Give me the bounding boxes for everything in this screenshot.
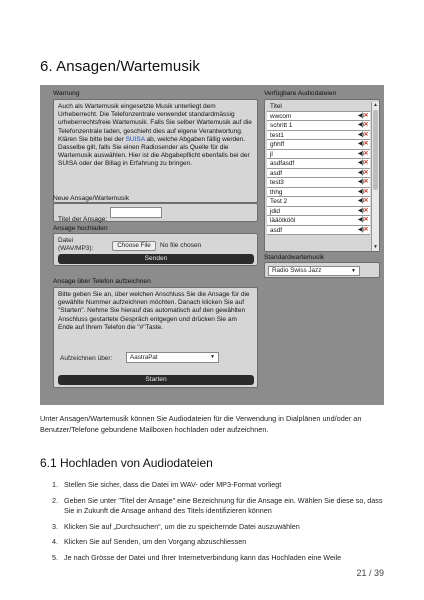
steps-list (40, 480, 384, 568)
file-actions (358, 150, 368, 159)
speaker-icon[interactable]: ◀) (357, 207, 364, 214)
file-name: schritt 1 (270, 122, 293, 129)
files-scrollbar[interactable] (371, 102, 379, 251)
new-announcement-title: Neue Ansage/Wartemusik (53, 195, 129, 202)
file-name: asdf (270, 169, 283, 177)
record-via-label: Aufzeichnen über: (60, 355, 113, 362)
speaker-icon[interactable]: ◀) (357, 198, 364, 204)
files-list (267, 102, 370, 235)
speaker-icon[interactable]: ◀) (357, 226, 364, 233)
default-music-value: Radio Swiss Jazz (272, 267, 322, 274)
file-name: jl (270, 150, 273, 158)
step-item (40, 537, 384, 548)
step-number: 5. (52, 552, 58, 562)
delete-x-icon[interactable]: ✕ (363, 198, 368, 204)
delete-x-icon[interactable]: ✕ (363, 226, 368, 233)
phone-record-box (53, 287, 258, 388)
warning-text-part: Auch als Wartemusik eingesetzte Musik unterliegt dem Urheberrecht. Die Telefonzentrale verwendet standardmässig urheberrechtsfreie Wartemusik. Falls Sie selber Wartemusik auf die Telefonzentrale laden, geschieht dies auf eigene Verantwortung. Klären Sie bitte bei der (58, 103, 252, 143)
file-row[interactable] (267, 131, 370, 141)
delete-x-icon[interactable]: ✕ (363, 112, 368, 119)
file-actions (358, 188, 368, 197)
file-actions (358, 112, 368, 121)
page-heading: 6. Ansagen/Wartemusik (40, 58, 200, 75)
file-row[interactable] (267, 207, 370, 217)
file-row[interactable] (267, 169, 370, 179)
file-actions (358, 207, 368, 216)
chevron-down-icon: ▼ (351, 268, 356, 274)
speaker-icon[interactable]: ◀) (357, 179, 364, 185)
delete-x-icon[interactable]: ✕ (363, 141, 368, 147)
send-button[interactable]: Senden (58, 254, 254, 264)
file-name: test1 (270, 131, 284, 139)
file-actions (358, 169, 368, 178)
speaker-icon[interactable]: ◀) (357, 141, 364, 147)
file-row[interactable] (267, 112, 370, 122)
speaker-icon[interactable]: ◀) (357, 131, 364, 138)
screenshot-panel (40, 85, 384, 405)
title-field-label: Titel der Ansage: (58, 216, 108, 223)
speaker-icon[interactable]: ◀) (357, 169, 364, 176)
start-button[interactable]: Starten (58, 375, 254, 385)
warning-text-part: ab, welche Abgaben fällig werden. Dasselbe gilt, falls Sie einen Radiosender als Quelle für die Wartemusik auswählen. Hier ist die Abgabepflicht ebenfalls bei der SUISA oder der Billag in Erfahrung zu bringen. (58, 135, 250, 168)
step-item (40, 480, 384, 491)
step-item (40, 496, 384, 517)
file-name: wwcom (270, 112, 292, 120)
file-row[interactable] (267, 178, 370, 188)
speaker-icon[interactable]: ◀) (357, 188, 364, 195)
speaker-icon[interactable]: ◀) (357, 217, 364, 223)
file-name: lääölkööl (270, 217, 296, 224)
speaker-icon[interactable]: ◀) (357, 160, 364, 166)
record-via-value: AastraPat (130, 354, 158, 361)
files-box (264, 99, 380, 252)
choose-file-button[interactable]: Choose File (112, 241, 156, 251)
delete-x-icon[interactable]: ✕ (363, 169, 368, 176)
file-actions (358, 159, 368, 168)
upload-box (53, 233, 258, 266)
delete-x-icon[interactable]: ✕ (363, 160, 368, 166)
file-name: jdid (270, 207, 280, 215)
file-row[interactable] (267, 150, 370, 160)
suisa-link[interactable]: SUISA (125, 135, 145, 143)
body-paragraph: Unter Ansagen/Wartemusik können Sie Audiodateien für die Verwendung in Dialplänen und/oder an Benutzer/Telefone gebundene Mailboxen hochladen oder aufzeichnen. (40, 414, 362, 434)
file-actions (358, 131, 368, 140)
section-subheading: 6.1 Hochladen von Audiodateien (40, 456, 213, 470)
step-text: Klicken Sie auf „Durchsuchen“, um die zu speichernde Datei auszuwählen (64, 521, 300, 531)
files-header: Titel (267, 102, 370, 112)
delete-x-icon[interactable]: ✕ (363, 179, 368, 185)
default-music-title: Standardwartemusik (264, 254, 325, 261)
file-name: thhg (270, 188, 283, 196)
record-via-select[interactable] (126, 352, 219, 363)
step-number: 1. (52, 480, 58, 489)
file-row[interactable] (267, 159, 370, 169)
file-name: ghhff (270, 141, 285, 148)
scroll-down-icon[interactable]: ▼ (373, 244, 378, 250)
file-actions (358, 178, 368, 187)
scroll-thumb[interactable] (373, 110, 378, 190)
step-text: Je nach Grösse der Datei und Ihrer Internetverbindung kann das Hochladen eine Weile (64, 552, 342, 562)
step-text: Stellen Sie sicher, dass die Datei im WAV- oder MP3-Format vorliegt (64, 480, 282, 489)
default-music-box (264, 262, 380, 278)
file-row[interactable] (267, 121, 370, 131)
file-label (58, 237, 93, 253)
file-row[interactable] (267, 188, 370, 198)
default-music-select[interactable] (268, 266, 360, 276)
file-actions (358, 140, 368, 149)
warning-text (58, 103, 253, 169)
step-number: 4. (52, 537, 58, 546)
upload-title: Ansage hochladen (53, 225, 108, 232)
warning-title: Warnung (53, 90, 80, 97)
delete-x-icon[interactable]: ✕ (363, 207, 368, 214)
step-text: Geben Sie unter "Titel der Ansage" eine Bezeichnung für die Ansage ein. Wählen Sie diese so, dass Sie in Zukunft die Ansage anhand des Titels identifizieren können (64, 495, 383, 515)
file-name: asdfasdf (270, 160, 295, 167)
file-label-line: (WAV/MP3): (58, 245, 94, 252)
file-name: asdf (270, 226, 283, 234)
file-row[interactable] (267, 197, 370, 207)
delete-x-icon[interactable]: ✕ (363, 131, 368, 138)
file-row[interactable] (267, 226, 370, 236)
delete-x-icon[interactable]: ✕ (363, 217, 368, 223)
scroll-up-icon[interactable]: ▲ (373, 102, 378, 108)
file-actions (358, 216, 368, 225)
file-actions (358, 226, 368, 235)
file-row[interactable] (267, 216, 370, 226)
delete-x-icon[interactable]: ✕ (363, 150, 368, 157)
speaker-icon[interactable]: ◀) (357, 112, 364, 119)
files-title: Verfügbare Audiodateien (264, 90, 337, 97)
title-field-box (53, 203, 258, 222)
file-label-line: Datei (58, 237, 74, 244)
title-input[interactable] (110, 207, 162, 218)
page-number: 21 / 39 (356, 568, 384, 578)
file-name: test3 (270, 179, 284, 186)
warning-box (53, 99, 258, 203)
file-row[interactable] (267, 140, 370, 150)
step-item (40, 522, 384, 533)
delete-x-icon[interactable]: ✕ (363, 188, 368, 195)
step-text: Klicken Sie auf Senden, um den Vorgang abzuschliessen (64, 537, 247, 546)
phone-record-title: Ansage über Telefon aufzeichnen (53, 278, 151, 285)
speaker-icon[interactable]: ◀) (357, 122, 364, 128)
delete-x-icon[interactable]: ✕ (363, 122, 368, 128)
chevron-down-icon: ▼ (210, 354, 215, 360)
phone-record-text: Bitte geben Sie an, über welchen Anschluss Sie die Ansage für die gewählte Nummer aufzeichnen möchten. Danach klicken Sie auf "Starten". Nehme Sie hierauf das automatisch auf den gewählten Anschluss gestartete Gespräch entgegen und drücken Sie am Ende auf Ihrem Telefon die "#"Taste. (58, 291, 250, 331)
step-number: 3. (52, 521, 58, 531)
step-item (40, 553, 384, 564)
step-number: 2. (52, 495, 58, 505)
file-actions (358, 197, 368, 206)
file-name: Test 2 (270, 198, 288, 205)
file-actions (358, 121, 368, 130)
no-file-text: No file chosen (160, 242, 202, 249)
speaker-icon[interactable]: ◀) (357, 150, 364, 157)
